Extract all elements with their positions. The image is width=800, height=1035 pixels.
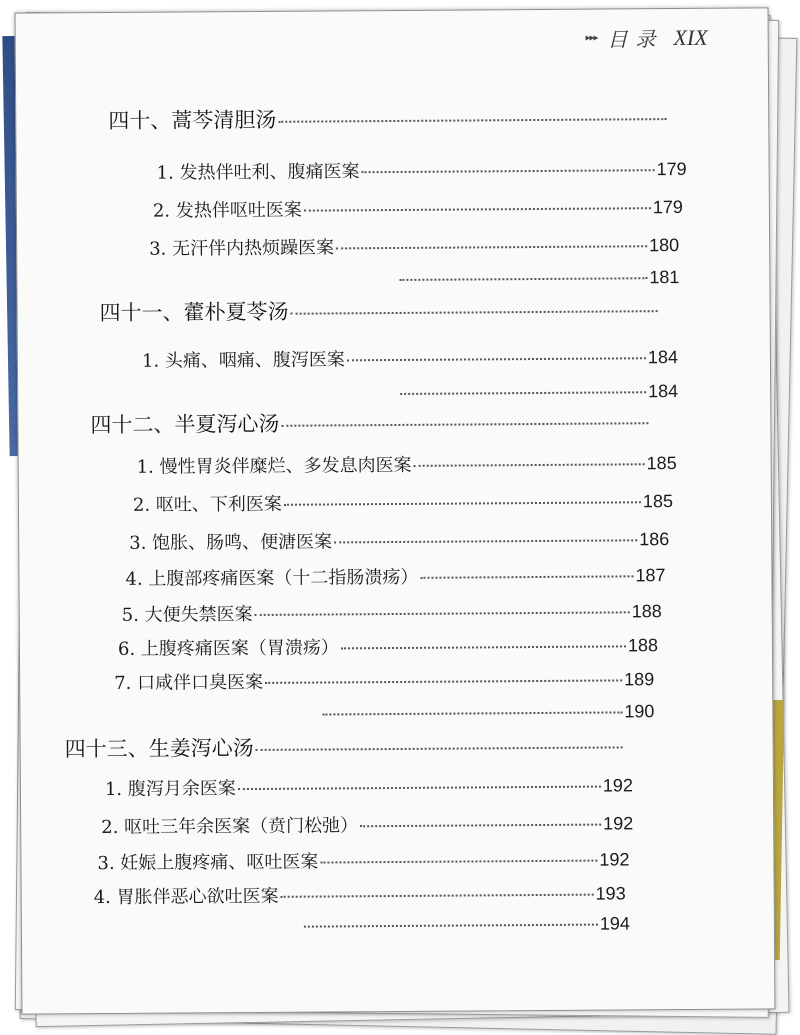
toc-entry[interactable]: 1. 慢性胃炎伴糜烂、多发息肉医案 185 bbox=[136, 453, 677, 478]
toc-entry[interactable]: 1. 发热伴吐利、腹痛医案 179 bbox=[156, 158, 687, 184]
page-number-roman: XIX bbox=[673, 24, 708, 50]
toc-entry[interactable]: 3. 饱胀、肠鸣、便溏医案 186 bbox=[129, 529, 670, 554]
toc-section-title[interactable]: 四十三、生姜泻心汤 bbox=[65, 729, 625, 763]
page-header bbox=[585, 23, 707, 53]
toc-entry[interactable]: 3. 妊娠上腹疼痛、呕吐医案 192 bbox=[97, 849, 630, 875]
toc-section-end[interactable]: 184 bbox=[398, 381, 678, 404]
toc-section-title[interactable]: 四十一、藿朴夏苓汤 bbox=[99, 293, 659, 327]
toc-entry[interactable]: 5. 大便失禁医案 188 bbox=[121, 601, 662, 626]
toc-entry[interactable]: 4. 胃胀伴恶心欲吐医案 193 bbox=[93, 883, 626, 909]
toc-entry[interactable]: 1. 头痛、咽痛、腹泻医案 184 bbox=[141, 347, 679, 372]
toc-entry[interactable]: 7. 口咸伴口臭医案 189 bbox=[114, 669, 655, 694]
toc-page bbox=[15, 7, 776, 1014]
header-label: 目录 bbox=[607, 27, 664, 52]
toc-section-end[interactable]: 194 bbox=[302, 913, 630, 936]
toc-entry[interactable]: 4. 上腹部疼痛医案（十二指肠溃疡） 187 bbox=[125, 565, 666, 590]
header-marker: ▸▸▸ bbox=[585, 32, 598, 44]
toc-entry[interactable]: 1. 腹泻月余医案 192 bbox=[104, 775, 633, 801]
toc-entry[interactable]: 2. 发热伴呕吐医案 179 bbox=[152, 196, 683, 222]
toc-entry[interactable]: 2. 呕吐、下利医案 185 bbox=[132, 491, 674, 516]
toc-entry[interactable]: 6. 上腹疼痛医案（胃溃疡） 188 bbox=[117, 635, 659, 660]
toc-section-title[interactable]: 四十、蒿芩清胆汤 bbox=[108, 101, 668, 135]
toc-entry[interactable]: 3. 无汗伴内热烦躁医案 180 bbox=[149, 235, 680, 260]
toc-section-title[interactable]: 四十二、半夏泻心汤 bbox=[90, 405, 650, 439]
toc-section-end[interactable]: 181 bbox=[397, 267, 679, 290]
toc-entry[interactable]: 2. 呕吐三年余医案（贲门松弛） 192 bbox=[101, 813, 634, 839]
toc-section-end[interactable]: 190 bbox=[320, 701, 654, 724]
